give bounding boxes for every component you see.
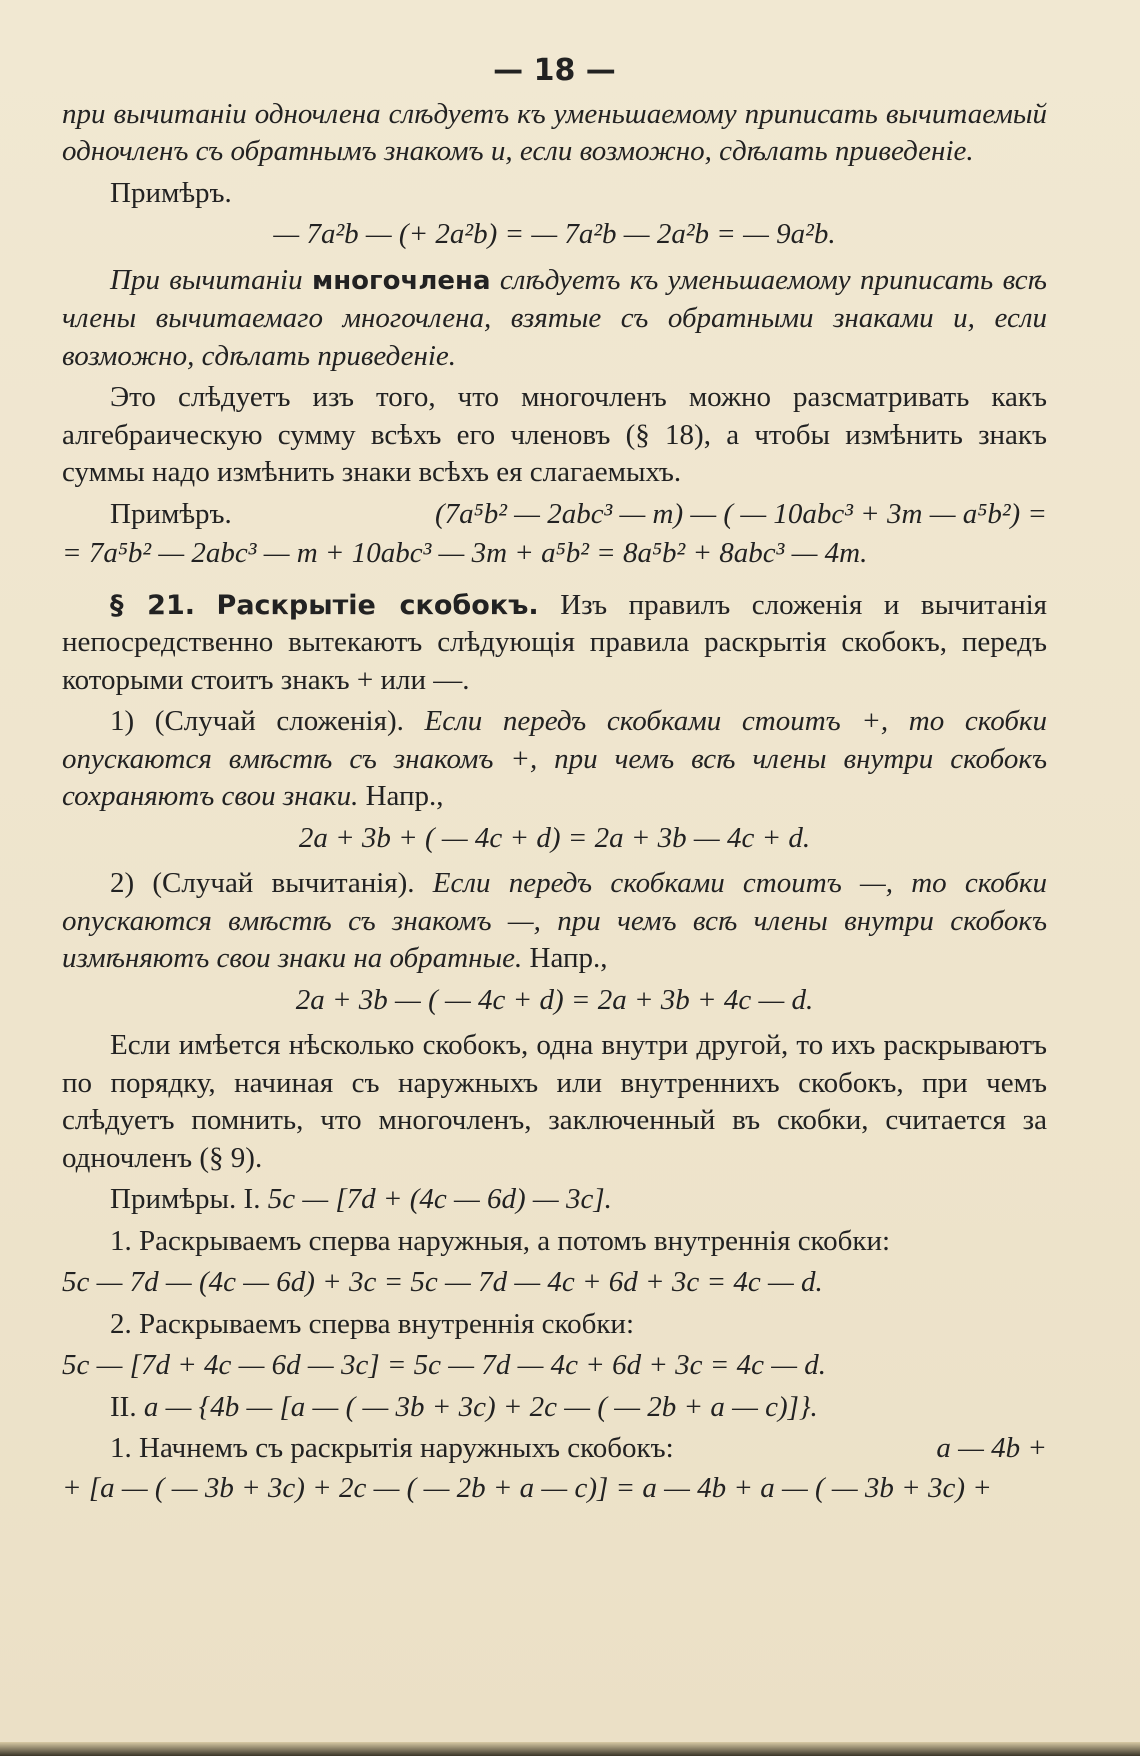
case-1-paragraph [62, 703, 1047, 816]
page-number: — 18 — [493, 53, 616, 88]
case-1-tail: Напр., [358, 780, 444, 812]
example-2-expression: a — {4b — [a — ( — 3b + 3c) + 2c — ( — 2b + a — c)]}. [143, 1390, 818, 1423]
case-1-formula: 2a + 3b + ( — 4c + d) = 2a + 3b — 4c + d. [298, 821, 811, 854]
page-content [62, 52, 1047, 1511]
case-2-label: 2) (Случай вычитанія). [110, 867, 433, 899]
polynomial-rule [62, 262, 1047, 376]
section-title: Раскрытіе скобокъ. [216, 589, 539, 621]
polynomial-rule-bold: многочлена [311, 265, 491, 296]
polynomial-rule-before: При вычитаніи [110, 263, 312, 296]
examples-label: Примѣры. I. [110, 1183, 268, 1215]
case-2-tail: Напр., [522, 942, 608, 974]
example-2-row [62, 496, 1047, 534]
case-1-rule: Если передъ скобками стоитъ +, то скобки опускаются вмѣстѣ съ знакомъ +, при чемъ всѣ члены внутри скобокъ сохраняютъ свои знаки. [62, 705, 1047, 812]
page-bottom-edge [0, 1742, 1140, 1756]
step-2-text: 2. Раскрываемъ сперва внутреннія скобки: [110, 1307, 634, 1340]
polynomial-rule-after: слѣдуетъ къ уменьшаемому приписать всѣ члены вычитаемаго многочлена, взятые съ обратными знаками и, если возможно, сдѣлать приведеніе. [62, 263, 1047, 372]
example-2-label: II. [110, 1390, 144, 1423]
step-2-formula: 5c — [7d + 4c — 6d — 3c] = 5c — 7d — 4c + 6d + 3c = 4c — d. [62, 1349, 826, 1381]
explanation-paragraph: Это слѣдуетъ изъ того, что многочленъ можно разсматривать какъ алгебраическую сумму всѣхъ его членовъ (§ 18), а чтобы измѣнить знакъ суммы надо измѣнить знаки всѣхъ ея слагаемыхъ. [62, 381, 1047, 488]
case-1-label: 1) (Случай сложенія). [110, 705, 425, 737]
formula-2b: = 7a⁵b² — 2abc³ — m + 10abc³ — 3m + a⁵b² = 8a⁵b² + 8abc³ — 4m. [62, 537, 868, 569]
step-3-row [62, 1430, 1047, 1468]
examples-line [62, 1181, 1047, 1219]
section-number: § 21. [110, 589, 196, 621]
nested-brackets-paragraph: Если имѣется нѣсколько скобокъ, одна внутри другой, то ихъ раскрываютъ по порядку, начиная съ наружныхъ или внутреннихъ скобокъ, при чемъ слѣдуетъ помнить, что многочленъ, заключенный въ скобки, считается за одночленъ (§ 9). [62, 1029, 1047, 1174]
step-1-formula: 5c — 7d — (4c — 6d) + 3c = 5c — 7d — 4c + 6d + 3c = 4c — d. [62, 1266, 823, 1298]
case-2-formula: 2a + 3b — ( — 4c + d) = 2a + 3b + 4c — d. [295, 983, 814, 1016]
step-1-text: 1. Раскрываемъ сперва наружныя, а потомъ внутреннія скобки: [110, 1224, 891, 1257]
intro-rule-text: при вычитаніи одночлена слѣдуетъ къ уменьшаемому приписать вычитаемый одночленъ съ обратнымъ знакомъ и, если возможно, сдѣлать приведеніе. [62, 97, 1047, 167]
section-21-paragraph [62, 587, 1047, 700]
example-label-1: Примѣръ. [110, 176, 232, 209]
step-3-text: 1. Начнемъ съ раскрытія наружныхъ скобокъ: [110, 1432, 674, 1464]
case-2-rule: Если передъ скобками стоитъ —, то скобки опускаются вмѣстѣ съ знакомъ —, при чемъ всѣ члены внутри скобокъ измѣняютъ свои знаки на обратные. [62, 867, 1047, 974]
example-label-2: Примѣръ. [110, 497, 232, 530]
case-2-paragraph [62, 865, 1047, 978]
formula-1: — 7a²b — (+ 2a²b) = — 7a²b — 2a²b = — 9a²b. [273, 218, 836, 250]
step-3-formula-a: a — 4b + [936, 1432, 1047, 1464]
example-2-line [62, 1389, 1047, 1427]
step-3-formula-b: + [a — ( — 3b + 3c) + 2c — ( — 2b + a — c)] = a — 4b + a — ( — 3b + 3c) + [62, 1471, 992, 1504]
formula-2a: (7a⁵b² — 2abc³ — m) — ( — 10abc³ + 3m — a⁵b²) = [434, 497, 1047, 530]
example-1-expression: 5c — [7d + (4c — 6d) — 3c]. [267, 1183, 612, 1215]
section-text: Изъ правилъ сложенія и вычитанія непосредственно вытекаютъ слѣдующія правила раскрытія скобокъ, передъ которыми стоитъ знакъ + или —. [62, 588, 1047, 696]
